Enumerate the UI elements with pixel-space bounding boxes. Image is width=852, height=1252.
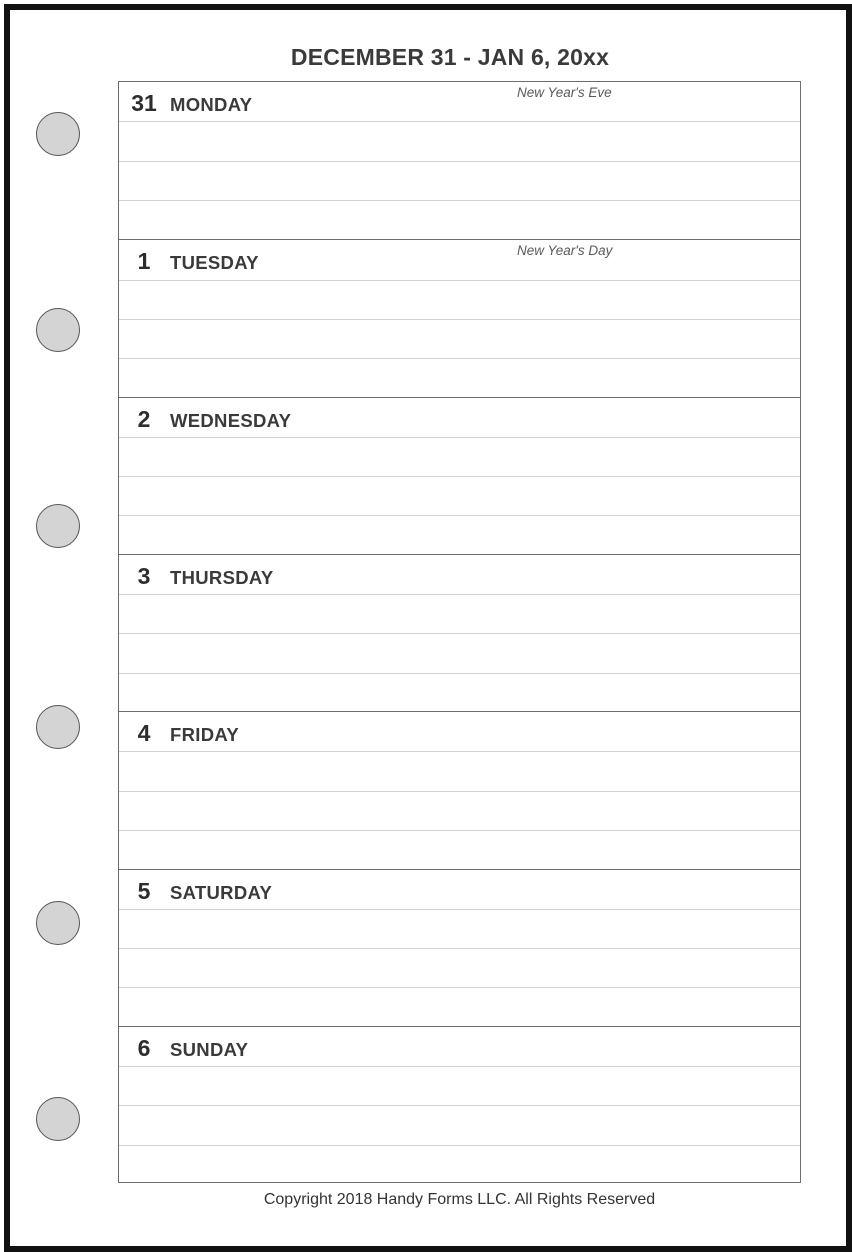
copyright-footer: Copyright 2018 Handy Forms LLC. All Rights Reserved bbox=[263, 1191, 656, 1208]
writing-line bbox=[119, 161, 800, 162]
writing-line bbox=[119, 987, 800, 988]
day-name: MONDAY bbox=[170, 94, 253, 115]
writing-line bbox=[119, 437, 800, 438]
writing-line bbox=[119, 673, 800, 674]
writing-line bbox=[119, 200, 800, 201]
writing-line bbox=[119, 121, 800, 122]
day-name: WEDNESDAY bbox=[170, 409, 292, 431]
day-name: FRIDAY bbox=[170, 724, 239, 746]
punch-hole bbox=[36, 1097, 80, 1141]
holiday-note: New Year's Eve bbox=[517, 85, 612, 100]
writing-line bbox=[119, 319, 800, 320]
writing-line bbox=[119, 594, 800, 595]
day-block-saturday bbox=[119, 869, 800, 1026]
day-block-thursday bbox=[119, 554, 800, 711]
writing-line bbox=[119, 633, 800, 634]
page-title: DECEMBER 31 - JAN 6, 20xx bbox=[290, 44, 610, 70]
punch-hole bbox=[36, 112, 80, 156]
day-number: 1 bbox=[137, 248, 151, 275]
writing-line bbox=[119, 1066, 800, 1067]
day-name: THURSDAY bbox=[170, 566, 274, 588]
day-number: 4 bbox=[137, 720, 151, 747]
punch-hole bbox=[36, 901, 80, 945]
writing-line bbox=[119, 1105, 800, 1106]
day-number: 5 bbox=[137, 877, 151, 904]
writing-line bbox=[119, 791, 800, 792]
day-block-wednesday bbox=[119, 397, 800, 554]
day-number: 6 bbox=[137, 1034, 151, 1061]
day-block-monday bbox=[119, 82, 800, 239]
writing-line bbox=[119, 830, 800, 831]
holiday-note: New Year's Day bbox=[517, 243, 613, 259]
writing-line bbox=[119, 358, 800, 359]
punch-hole bbox=[36, 308, 80, 352]
writing-line bbox=[119, 515, 800, 516]
writing-line bbox=[119, 909, 800, 910]
writing-line bbox=[119, 948, 800, 949]
day-number: 3 bbox=[137, 562, 151, 589]
writing-line bbox=[119, 476, 800, 477]
day-number: 31 bbox=[131, 90, 157, 116]
day-name: SUNDAY bbox=[170, 1038, 249, 1060]
writing-line bbox=[119, 280, 800, 281]
day-name: TUESDAY bbox=[170, 252, 259, 274]
day-number: 2 bbox=[137, 405, 151, 432]
day-name: SATURDAY bbox=[170, 881, 273, 903]
day-block-tuesday bbox=[119, 239, 800, 396]
punch-hole bbox=[36, 705, 80, 749]
writing-line bbox=[119, 751, 800, 752]
punch-hole bbox=[36, 504, 80, 548]
weekly-grid bbox=[118, 81, 801, 1183]
day-block-sunday bbox=[119, 1026, 800, 1183]
day-block-friday bbox=[119, 711, 800, 868]
writing-line bbox=[119, 1145, 800, 1146]
